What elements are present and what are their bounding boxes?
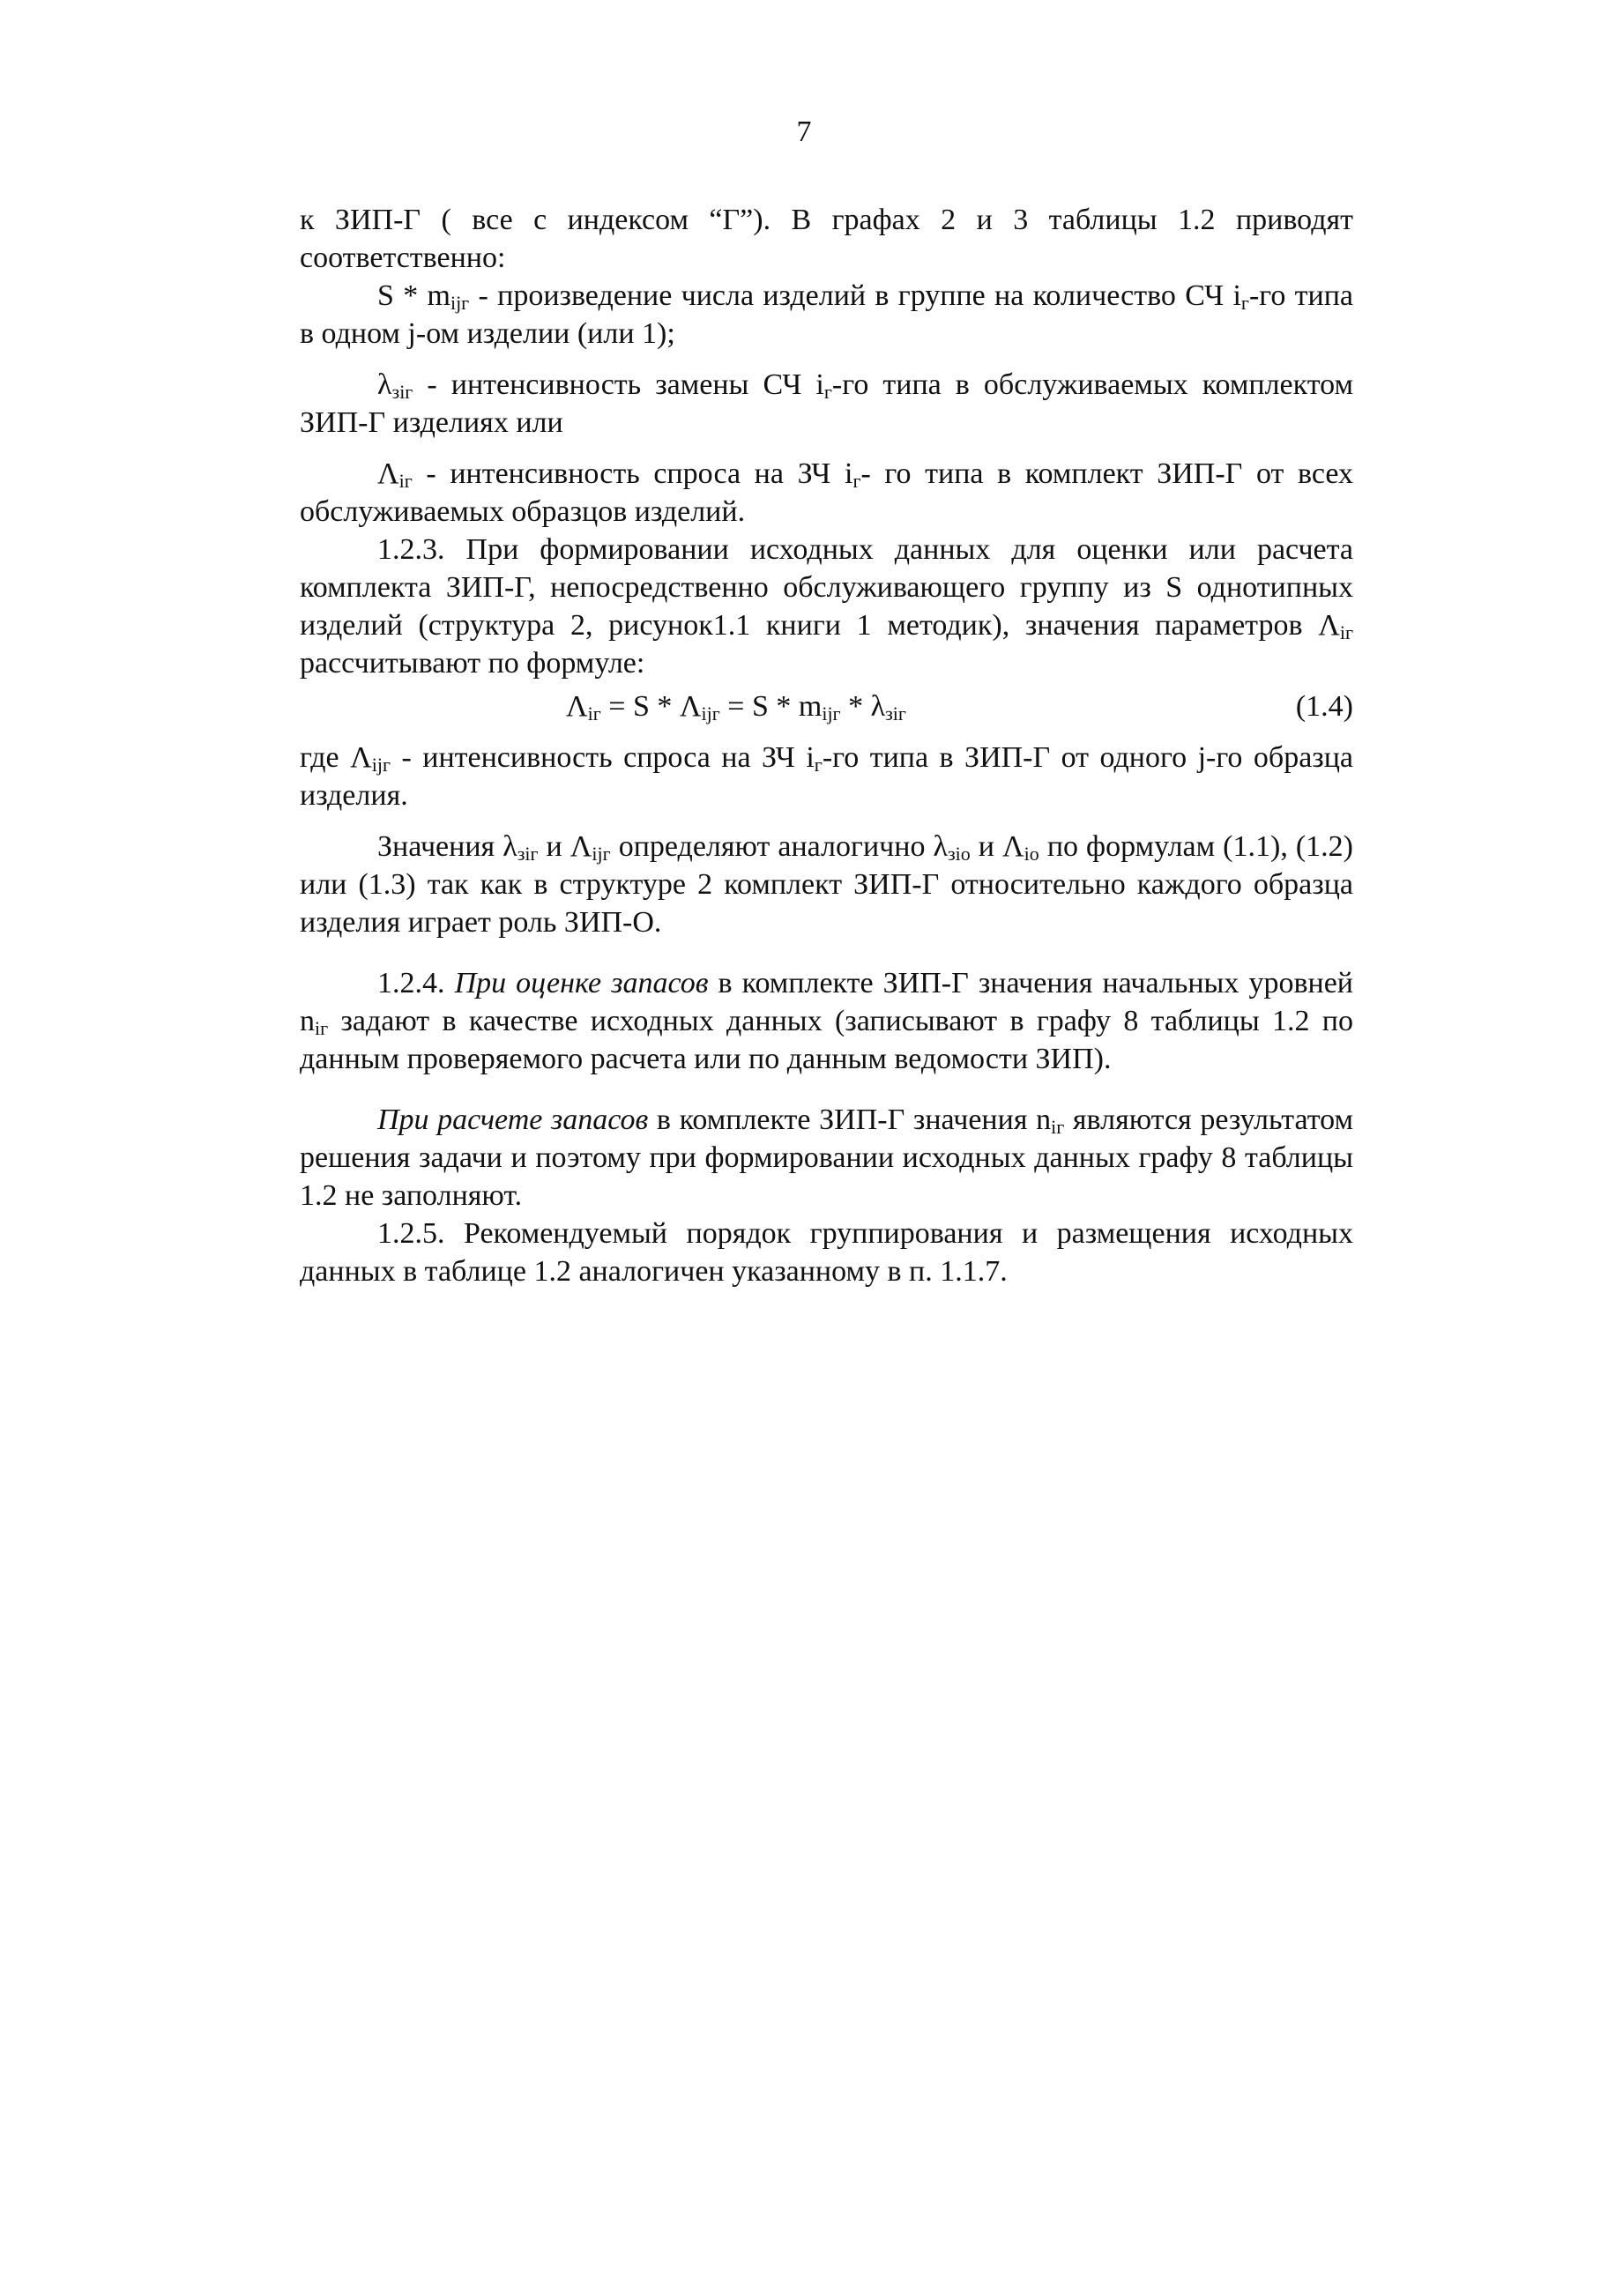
definition-big-lambda-ir: $\Lambda_{iг}$ - интенсивность спроса на ЗЧ $i_г-$ го типа в комплект ЗИП-Г от всех обслуживаемых образцов изделий. xyxy=(300,457,1353,528)
definition-lambda-zir: $\lambda_{зiг}$ - интенсивность замены СЧ $i_г-го$ типа в обслуживаемых комплектом ЗИП-Г изделиях или xyxy=(300,368,1353,439)
body-text xyxy=(300,201,1353,1290)
definition-s-mijr: S * $m_{ijг}$ - произведение числа изделий в группе на количество СЧ $i_г-го$ типа в одном j-ом изделии (или 1); xyxy=(300,279,1353,350)
page-number: 7 xyxy=(796,115,812,148)
paragraph-intro: к ЗИП-Г ( все с индексом “Г”). В графах 2 и 3 таблицы 1.2 приводят соответственно: xyxy=(300,204,1353,274)
formula-explanation: где $\Lambda_{ijг}$ - интенсивность спроса на ЗЧ $i_г-го$ типа в ЗИП-Г от одного j-го образца изделия. xyxy=(300,741,1354,812)
section-1-2-4: 1.2.4. При оценке запасов в комплекте ЗИП-Г значения начальных уровней $n_{iг}$ задают в качестве исходных данных (записывают в графу 8 таблицы 1.2 по данным проверяемого расчета или по данным ведомости ЗИП). xyxy=(300,967,1353,1075)
formula-1-4 xyxy=(300,687,1353,733)
section-1-2-3: 1.2.3. При формировании исходных данных для оценки или расчета комплекта ЗИП-Г, непосредственно обслуживающего группу из S однотипных изделий (структура 2, рисунок1.1 книги 1 методик), значения параметров $\Lambda_{iг}$ рассчитывают по формуле: xyxy=(300,533,1353,680)
paragraph-values: Значения $\lambda_{зiг}$ и $\Lambda_{ijг}$ определяют аналогично $\lambda_{зiо}$ и $\Lambda_{iо}$ по формулам (1.1), (1.2) или (1.3) так как в структуре 2 комплект ЗИП-Г относительно каждого образца изделия играет роль ЗИП-О. xyxy=(300,830,1353,939)
formula-expression: $\Lambda_{iг} = S * \Lambda_{ijг} = S * m_{ijг} * \lambda_{зiг}$ xyxy=(566,690,906,724)
formula-number: (1.4) xyxy=(1295,690,1353,723)
paragraph-calculation: При расчете запасов в комплекте ЗИП-Г значения $n_{iг}$ являются результатом решения задачи и поэтому при формировании исходных данных графу 8 таблицы 1.2 не заполняют. xyxy=(300,1103,1353,1212)
section-1-2-5: 1.2.5. Рекомендуемый порядок группирования и размещения исходных данных в таблице 1.2 аналогичен указанному в п. 1.1.7. xyxy=(300,1217,1353,1288)
